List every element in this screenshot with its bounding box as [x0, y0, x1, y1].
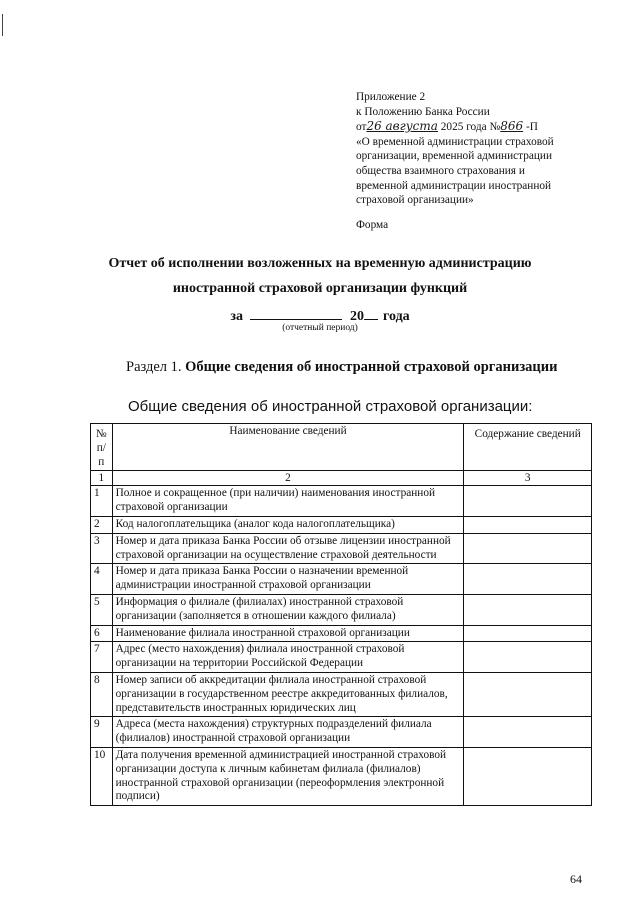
period-blank: [250, 307, 342, 320]
row-name: Номер и дата приказа Банка России о назначении временной администрации иностранной страховой организации: [112, 564, 464, 595]
row-name: Наименование филиала иностранной страховой организации: [112, 625, 464, 642]
year-text: 2025 года №: [440, 121, 501, 134]
row-value[interactable]: [464, 486, 592, 517]
row-value[interactable]: [464, 516, 592, 533]
column-number: 2: [112, 471, 464, 486]
row-name: Код налогоплательщика (аналог кода налогоплательщика): [112, 516, 464, 533]
appendix-title-line: общества взаимного страхования и: [356, 164, 525, 177]
table-row: [91, 516, 592, 533]
appendix-date-line: [356, 119, 606, 135]
appendix-line: Приложение 2: [356, 91, 426, 103]
info-table: [90, 423, 592, 806]
form-label: Форма: [356, 218, 389, 231]
year-blank: [364, 307, 378, 320]
table-row: [91, 486, 592, 517]
report-title-line2: иностранной страховой организации функций: [172, 281, 468, 296]
appendix-block: [356, 90, 606, 232]
row-value[interactable]: [464, 642, 592, 673]
header-value: Содержание сведений: [464, 424, 592, 471]
appendix-title-line: «О временной администрации страховой: [356, 135, 554, 148]
table-row: [91, 747, 592, 805]
from-prefix: от: [356, 121, 367, 134]
appendix-title-line: страховой организации»: [356, 194, 474, 207]
section-heading: [126, 359, 557, 376]
number-suffix: -П: [525, 121, 538, 134]
row-number: 1: [91, 486, 113, 517]
row-name: Информация о филиале (филиалах) иностранной страховой организации (заполняется в отношении каждого филиала): [112, 594, 464, 625]
header-num: № п/п: [91, 424, 113, 471]
table-row: [91, 672, 592, 716]
table-row: [91, 625, 592, 642]
appendix-title-line: временной администрации иностранной: [356, 179, 552, 192]
row-number: 9: [91, 717, 113, 748]
period-prefix: за: [230, 309, 243, 324]
row-number: 6: [91, 625, 113, 642]
period-mid: 20: [349, 309, 364, 324]
table-row: [91, 717, 592, 748]
section-prefix: Раздел 1.: [126, 359, 182, 375]
table-row: [91, 564, 592, 595]
report-title-line1: Отчет об исполнении возложенных на временную администрацию: [108, 256, 532, 271]
row-value[interactable]: [464, 594, 592, 625]
row-name: Дата получения временной администрацией иностранной страховой организации доступа к личным кабинетам филиала (филиалов) иностранной страховой организации (переоформления электронной подписи): [112, 747, 464, 805]
row-name: Адрес (место нахождения) филиала иностранной страховой организации на территории Российской Федерации: [112, 642, 464, 673]
row-number: 8: [91, 672, 113, 716]
handwritten-date: 26 августа: [366, 119, 438, 134]
row-name: Адреса (места нахождения) структурных подразделений филиала (филиалов) иностранной страховой организации: [112, 717, 464, 748]
appendix-title-line: организации, временной администрации: [356, 150, 553, 163]
period-caption: (отчетный период): [282, 323, 358, 333]
table-row: [91, 594, 592, 625]
header-name: Наименование сведений: [112, 424, 464, 471]
handwritten-number: 866: [500, 119, 524, 134]
row-number: 10: [91, 747, 113, 805]
row-value[interactable]: [464, 564, 592, 595]
table-row: [91, 642, 592, 673]
row-name: Полное и сокращенное (при наличии) наименования иностранной страховой организации: [112, 486, 464, 517]
table-header-row: [91, 424, 592, 471]
row-number: 7: [91, 642, 113, 673]
row-name: Номер записи об аккредитации филиала иностранной страховой организации в государственном реестре аккредитованных филиалов, представительств иностранных юридических лиц: [112, 672, 464, 716]
row-value[interactable]: [464, 747, 592, 805]
column-number-row: [91, 471, 592, 486]
row-number: 3: [91, 533, 113, 564]
page-number: 64: [570, 872, 582, 886]
row-value[interactable]: [464, 625, 592, 642]
row-number: 4: [91, 564, 113, 595]
table-row: [91, 533, 592, 564]
section-title: Общие сведения об иностранной страховой организации: [185, 359, 558, 375]
row-value[interactable]: [464, 672, 592, 716]
column-number: 1: [91, 471, 113, 486]
table-title: Общие сведения об иностранной страховой организации:: [128, 398, 533, 415]
row-value[interactable]: [464, 717, 592, 748]
row-value[interactable]: [464, 533, 592, 564]
margin-mark: [2, 14, 3, 36]
appendix-line: к Положению Банка России: [356, 105, 490, 118]
row-number: 2: [91, 516, 113, 533]
row-name: Номер и дата приказа Банка России об отзыве лицензии иностранной страховой организации на осуществление страховой деятельности: [112, 533, 464, 564]
row-number: 5: [91, 594, 113, 625]
period-suffix: года: [382, 309, 410, 324]
column-number: 3: [464, 471, 592, 486]
